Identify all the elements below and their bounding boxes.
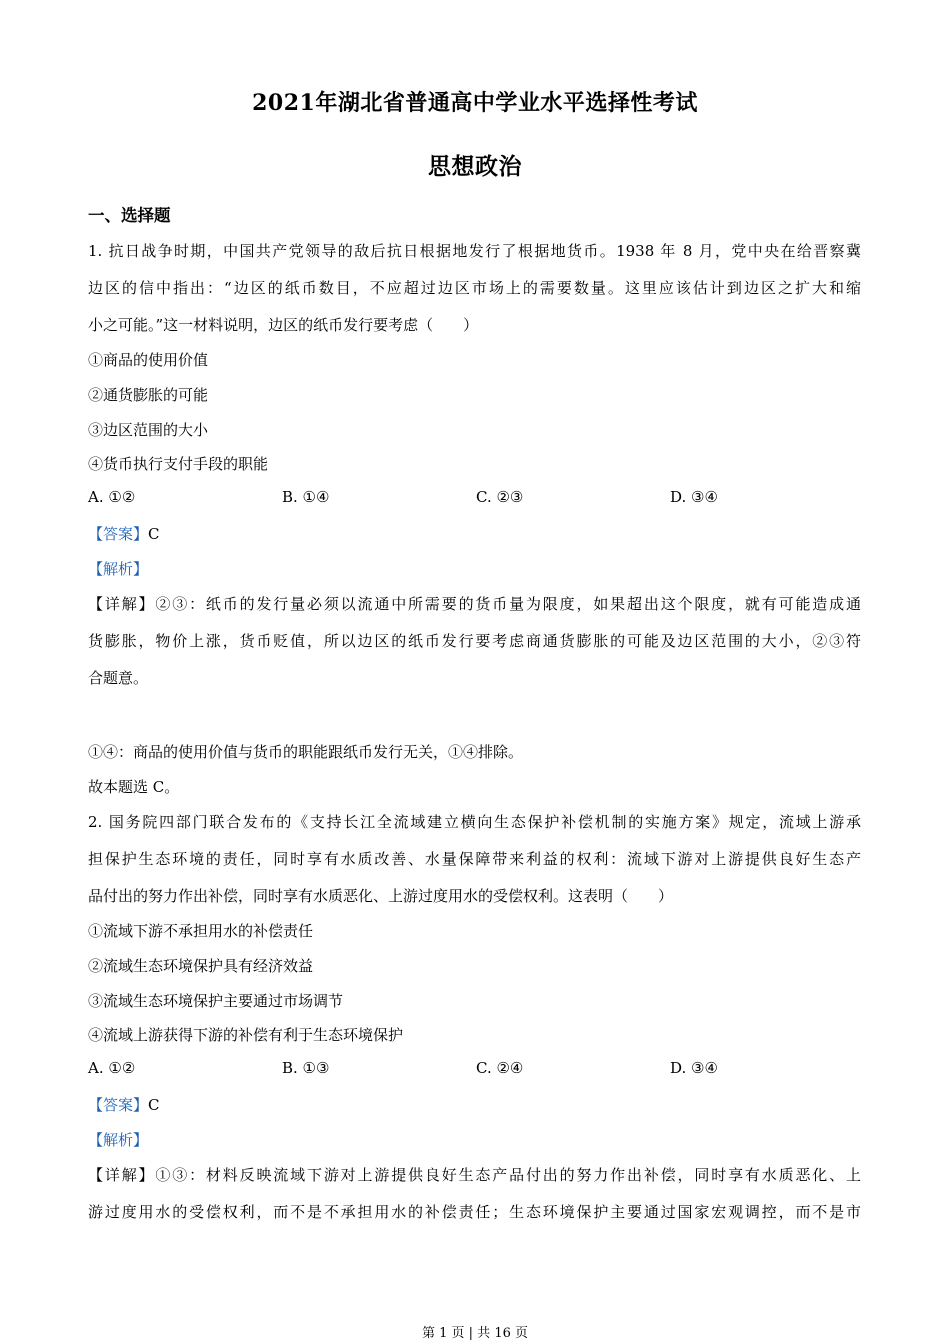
q1-extra-line: 故本题选 C。 xyxy=(88,778,180,796)
q1-option-a: A. ①② xyxy=(88,488,136,506)
q1-item: ④货币执行支付手段的职能 xyxy=(88,455,269,473)
q2-detail-line: 游过度用水的受偿权利，而不是不承担用水的补偿责任；生态环境保护主要通过国家宏观调控，而不是市 xyxy=(88,1203,861,1221)
q1-stem-line: 边区的信中指出：“边区的纸币数目，不应超过边区市场上的需要数量。这里应该估计到边区之扩大和缩 xyxy=(88,279,861,297)
answer-tag: 【答案】 xyxy=(88,1096,149,1114)
q1-option-d: D. ③④ xyxy=(670,488,718,506)
q1-detail-line: 货膨胀，物价上涨，货币贬值，所以边区的纸币发行要考虑商通货膨胀的可能及边区范围的大小，②③符 xyxy=(88,632,861,650)
q1-option-b: B. ①④ xyxy=(282,488,330,506)
q2-item: ①流域下游不承担用水的补偿责任 xyxy=(88,922,314,940)
q2-option-a: A. ①② xyxy=(88,1059,136,1077)
q2-option-c: C. ②④ xyxy=(476,1059,524,1077)
answer-tag: 【答案】 xyxy=(88,525,149,543)
answer-value: C xyxy=(148,525,160,543)
q2-option-b: B. ①③ xyxy=(282,1059,330,1077)
q1-detail-line: 合题意。 xyxy=(88,669,149,687)
q1-item: ③边区范围的大小 xyxy=(88,421,209,439)
exam-title: 2021年湖北省普通高中学业水平选择性考试 xyxy=(252,90,698,116)
q1-item: ①商品的使用价值 xyxy=(88,351,209,369)
q1-answer xyxy=(88,523,160,544)
q1-stem-line: 1. 抗日战争时期，中国共产党领导的敌后抗日根据地发行了根据地货币。1938 年 8 月，党中央在给晋察冀 xyxy=(88,242,861,260)
q1-analysis-tag: 【解析】 xyxy=(88,560,149,578)
answer-value: C xyxy=(148,1096,160,1114)
q2-answer xyxy=(88,1094,160,1115)
q1-extra-line: ①④：商品的使用价值与货币的职能跟纸币发行无关，①④排除。 xyxy=(88,743,524,761)
section-heading: 一、选择题 xyxy=(88,206,171,225)
q2-detail-line: 【详解】①③：材料反映流域下游对上游提供良好生态产品付出的努力作出补偿，同时享有水质恶化、上 xyxy=(88,1166,861,1184)
q2-item: ④流域上游获得下游的补偿有利于生态环境保护 xyxy=(88,1026,404,1044)
q2-item: ③流域生态环境保护主要通过市场调节 xyxy=(88,992,344,1010)
q2-stem-line: 2. 国务院四部门联合发布的《支持长江全流域建立横向生态保护补偿机制的实施方案》规定，流域上游承 xyxy=(88,813,861,831)
q1-detail-line: 【详解】②③：纸币的发行量必须以流通中所需要的货币量为限度，如果超出这个限度，就有可能造成通 xyxy=(88,595,861,613)
q2-stem-line: 品付出的努力作出补偿，同时享有水质恶化、上游过度用水的受偿权利。这表明（ ） xyxy=(88,887,674,905)
q2-analysis-tag: 【解析】 xyxy=(88,1131,149,1149)
q2-item: ②流域生态环境保护具有经济效益 xyxy=(88,957,314,975)
q1-item: ②通货膨胀的可能 xyxy=(88,386,209,404)
q2-option-d: D. ③④ xyxy=(670,1059,718,1077)
q2-stem-line: 担保护生态环境的责任，同时享有水质改善、水量保障带来利益的权利：流域下游对上游提供良好生态产 xyxy=(88,850,861,868)
q1-option-c: C. ②③ xyxy=(476,488,524,506)
q1-stem-line: 小之可能。”这一材料说明，边区的纸币发行要考虑（ ） xyxy=(88,316,479,334)
page-footer: 第 1 页 | 共 16 页 xyxy=(422,1326,528,1341)
subject-title: 思想政治 xyxy=(428,153,522,180)
